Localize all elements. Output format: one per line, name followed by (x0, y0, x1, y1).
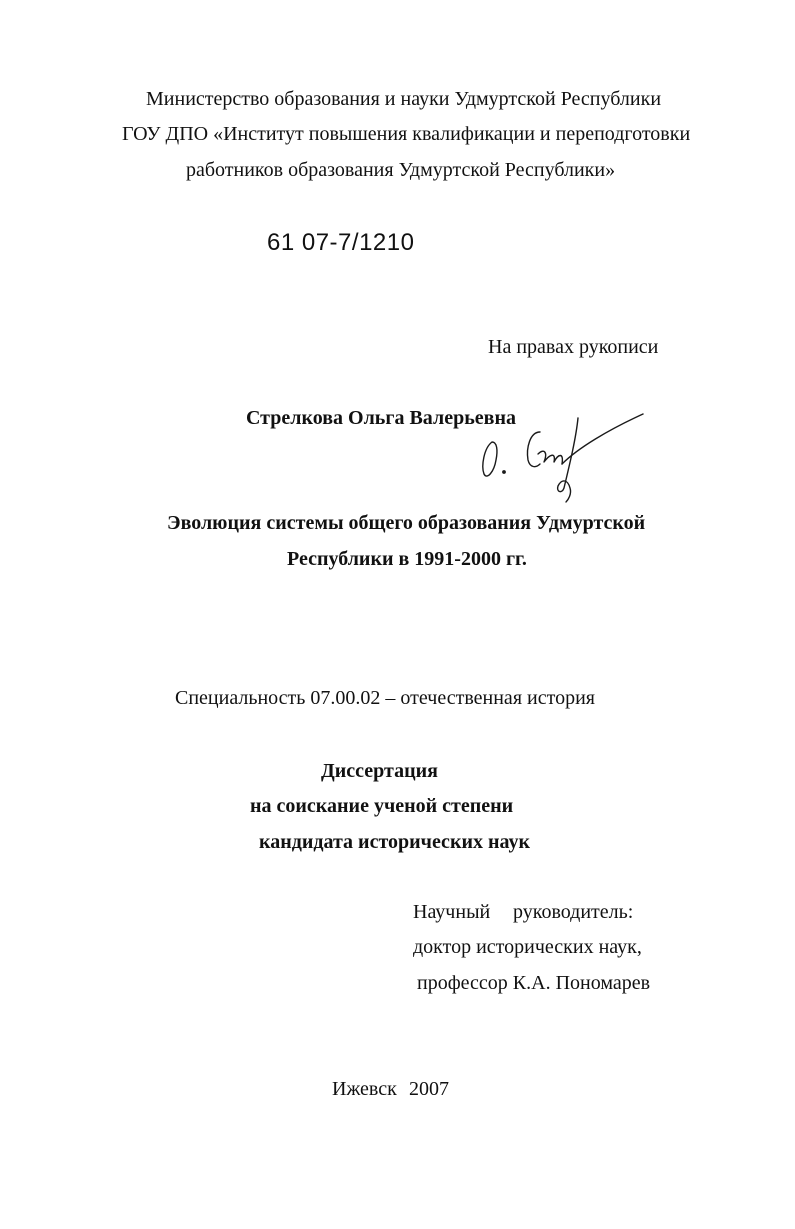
institute-line-2: работников образования Удмуртской Республики» (186, 159, 616, 181)
footer-year: 2007 (409, 1078, 449, 1100)
degree-line-3: кандидата исторических наук (259, 831, 531, 853)
manuscript-note: На правах рукописи (488, 336, 659, 358)
footer-city: Ижевск (332, 1078, 397, 1100)
supervisor-degree: доктор исторических наук, (413, 936, 642, 958)
signature-stroke-c (528, 432, 541, 467)
supervisor-label-word-1: Научный (413, 901, 491, 923)
degree-line-1: Диссертация (321, 760, 438, 782)
ministry-line: Министерство образования и науки Удмуртской Республики (146, 88, 662, 110)
registration-code: 61 07-7/1210 (267, 229, 415, 256)
supervisor-name: профессор К.А. Пономарев (417, 972, 651, 994)
degree-line-2: на соискание ученой степени (250, 795, 514, 817)
supervisor-label-word-2: руководитель: (513, 901, 634, 923)
specialty: Специальность 07.00.02 – отечественная история (175, 687, 595, 709)
dissertation-title-line-2: Республики в 1991-2000 гг. (287, 548, 527, 570)
signature-stroke-loops (538, 451, 562, 464)
signature-stroke-o (483, 442, 497, 476)
signature-stroke-dot (503, 471, 505, 473)
author-name: Стрелкова Ольга Валерьевна (246, 407, 516, 429)
signature-stroke-descender (558, 418, 578, 502)
institute-line-1: ГОУ ДПО «Институт повышения квалификации и переподготовки (122, 123, 691, 145)
handwritten-signature-icon (478, 408, 653, 508)
dissertation-title-line-1: Эволюция системы общего образования Удмуртской (167, 512, 646, 534)
